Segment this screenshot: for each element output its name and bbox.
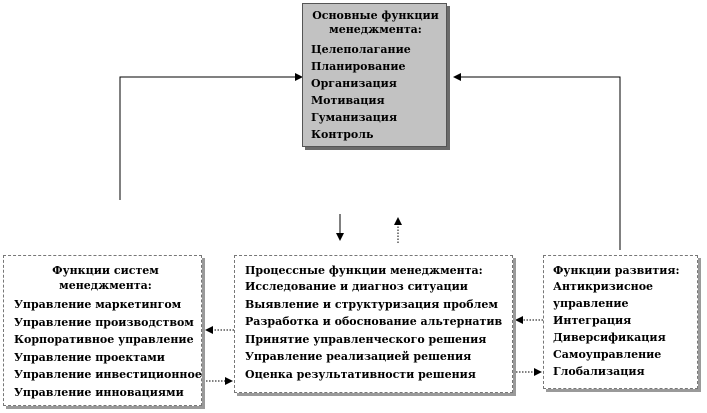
main-title-line2: менеджмента: [329, 23, 422, 36]
systems-title-line1: Функции систем [52, 264, 159, 277]
process-functions-title: Процессные функции менеджмента: [245, 264, 483, 277]
main-functions-list [311, 41, 440, 143]
systems-functions-box [3, 255, 202, 406]
process-functions-box [234, 255, 513, 393]
main-item-planning: Планирование [311, 60, 406, 73]
process-item-evaluation: Оценка результативности решения [245, 367, 476, 381]
systems-functions-title [14, 263, 197, 293]
main-functions-box [302, 3, 447, 147]
process-item-decision: Принятие управленческого решения [245, 332, 487, 346]
development-item-management: управление [553, 297, 629, 310]
systems-title-line2: менеджмента: [59, 279, 152, 292]
process-item-research: Исследование и диагноз ситуации [245, 280, 468, 293]
development-item-anticrisis: Антикризисное [553, 280, 654, 293]
main-functions-title [311, 9, 440, 37]
main-item-motivation: Мотивация [311, 94, 385, 107]
development-item-integration: Интеграция [553, 314, 632, 327]
main-item-organization: Организация [311, 77, 397, 90]
development-item-globalization: Глобализация [553, 365, 645, 378]
main-item-control: Контроль [311, 128, 374, 141]
main-title-line1: Основные функции [312, 9, 439, 22]
systems-item-corporate: Корпоративное управление [14, 333, 194, 346]
process-item-implementation: Управление реализацией решения [245, 350, 472, 363]
main-item-humanization: Гуманизация [311, 111, 398, 124]
systems-item-innovation: Управление инновациями [14, 385, 184, 399]
development-functions-box [543, 255, 698, 389]
systems-item-projects: Управление проектами [14, 350, 165, 364]
systems-item-marketing: Управление маркетингом [14, 298, 182, 311]
process-item-alternatives: Разработка и обоснование альтернатив [245, 315, 503, 328]
systems-functions-list [14, 296, 202, 401]
development-item-diversification: Диверсификация [553, 331, 666, 344]
left-arrow [120, 77, 302, 200]
right-arrow [454, 77, 620, 250]
main-item-goal-setting: Целеполагание [311, 43, 411, 56]
process-functions-list [245, 278, 508, 383]
systems-item-investment: Управление инвестиционное [14, 368, 202, 381]
systems-item-production: Управление производством [14, 315, 194, 329]
development-functions-list [553, 278, 693, 380]
process-item-problems: Выявление и структуризация проблем [245, 297, 498, 311]
development-item-self-management: Самоуправление [553, 348, 662, 361]
development-functions-title: Функции развития: [553, 264, 680, 277]
